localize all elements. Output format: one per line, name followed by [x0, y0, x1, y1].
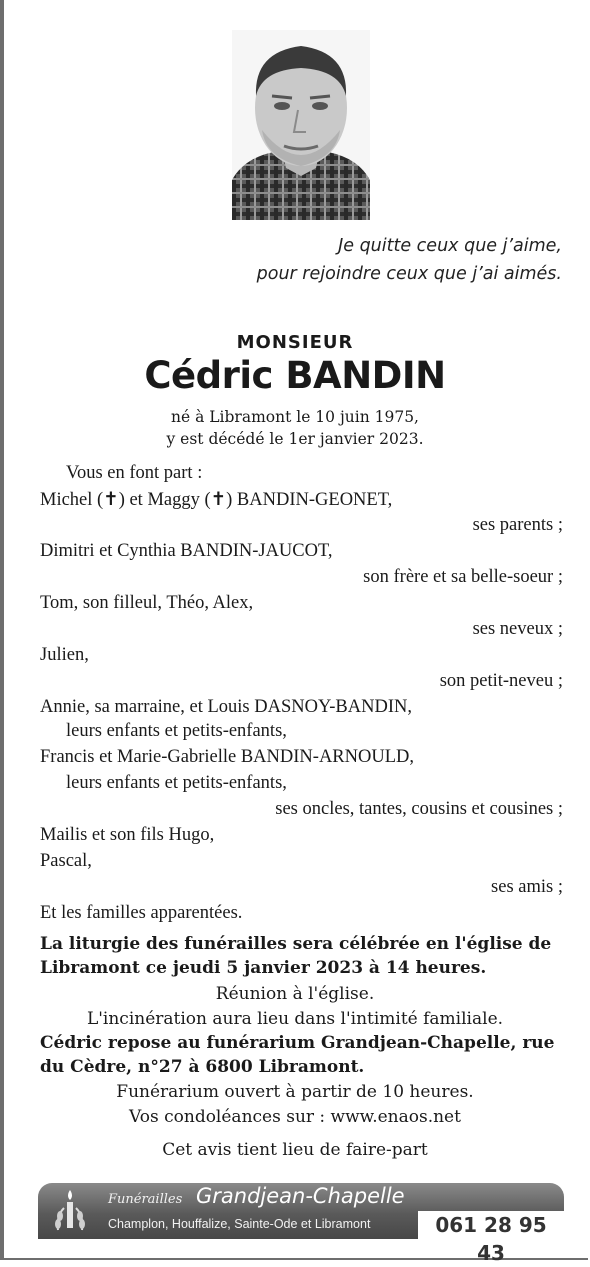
- brand-prefix: Funérailles: [108, 1192, 183, 1207]
- family-line: leurs enfants et petits-enfants,: [66, 773, 287, 793]
- liturgy-line: Libramont ce jeudi 5 janvier 2023 à 14 heures.: [40, 958, 487, 978]
- relation-line: ses oncles, tantes, cousins et cousines ;: [275, 799, 563, 819]
- relation-line: ses parents ;: [472, 515, 563, 535]
- family-line: Annie, sa marraine, et Louis DASNOY-BANDIN,: [40, 697, 412, 717]
- notice-line: Cet avis tient lieu de faire-part: [162, 1140, 428, 1160]
- cremation-line: L'incinération aura lieu dans l'intimité familiale.: [86, 1009, 504, 1029]
- honorific-title: MONSIEUR: [236, 332, 354, 353]
- family-line: Pascal,: [40, 851, 92, 871]
- rest-line: Cédric repose au funérarium Grandjean-Chapelle, rue: [40, 1033, 555, 1053]
- birth-line: né à Libramont le 10 juin 1975,: [171, 408, 419, 426]
- family-line: Julien,: [40, 645, 89, 665]
- deceased-portrait: [232, 30, 370, 220]
- meeting-line: Réunion à l'église.: [215, 984, 375, 1004]
- deceased-name: Cédric BANDIN: [144, 354, 446, 397]
- relation-line: son petit-neveu ;: [439, 671, 563, 691]
- family-line: Et les familles apparentées.: [40, 903, 243, 923]
- family-line: Michel (✝) et Maggy (✝) BANDIN-GEONET,: [40, 490, 393, 510]
- birth-death-info: [0, 406, 590, 450]
- family-line: Francis et Marie-Gabrielle BANDIN-ARNOULD,: [40, 747, 415, 767]
- branch-locations: Champlon, Houffalize, Sainte-Ode et Libramont: [108, 1217, 371, 1231]
- family-line: Dimitri et Cynthia BANDIN-JAUCOT,: [40, 541, 333, 561]
- relation-line: son frère et sa belle-soeur ;: [363, 567, 563, 587]
- family-line: Mailis et son fils Hugo,: [40, 825, 215, 845]
- condolences-line: Vos condoléances sur : www.enaos.net: [129, 1107, 461, 1127]
- announcement-intro: Vous en font part :: [66, 463, 203, 483]
- quote-line: Je quitte ceux que j’aime,: [338, 236, 562, 256]
- family-line: leurs enfants et petits-enfants,: [66, 721, 287, 741]
- quote-line: pour rejoindre ceux que j’ai aimés.: [256, 264, 562, 284]
- person-portrait-photo: [232, 30, 370, 220]
- opening-hours-line: Funérarium ouvert à partir de 10 heures.: [116, 1082, 474, 1102]
- relation-line: ses neveux ;: [472, 619, 563, 639]
- family-line: Tom, son filleul, Théo, Alex,: [40, 593, 254, 613]
- phone-number: 061 28 95 43: [418, 1211, 564, 1239]
- rest-line: du Cèdre, n°27 à 6800 Libramont.: [40, 1057, 365, 1077]
- quote: [142, 232, 562, 288]
- liturgy-line: La liturgie des funérailles sera célébrée en l'église de: [40, 934, 552, 954]
- candle-wheat-logo-icon: [48, 1186, 92, 1236]
- brand-name: Grandjean-Chapelle: [196, 1184, 405, 1208]
- funeral-home-banner: [38, 1183, 564, 1265]
- death-line: y est décédé le 1er janvier 2023.: [166, 430, 424, 448]
- relation-line: ses amis ;: [491, 877, 563, 897]
